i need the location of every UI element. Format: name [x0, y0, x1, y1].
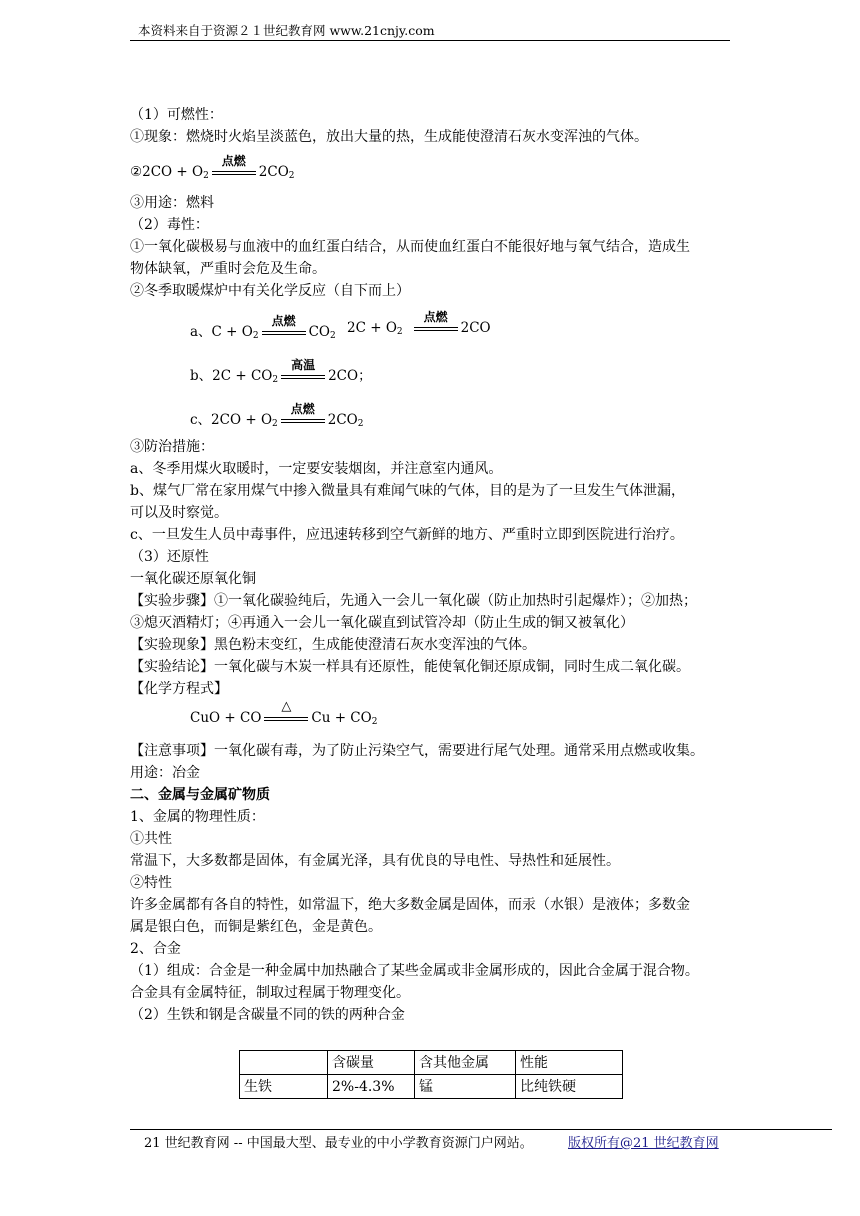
text-line: ③防治措施： — [130, 439, 214, 455]
table-header-row — [240, 1051, 623, 1075]
equation-b: b、$2C + CO_2$ 高温 2CO； — [190, 358, 372, 385]
text-line: 许多金属都有各自的特性，如常温下，绝大多数金属是固体，而汞（水银）是液体；多数金 — [130, 897, 690, 913]
text-line: 可以及时察觉。 — [130, 505, 228, 521]
text-line: 一氧化碳还原氧化铜 — [130, 571, 256, 587]
reaction-arrow: 点燃 — [412, 320, 460, 332]
header-text: 本资料来自于资源２１世纪教育网 www.21cnjy.com — [138, 23, 435, 38]
page-footer — [130, 1129, 832, 1153]
text-line: 用途：冶金 — [130, 765, 200, 781]
text-line: ②冬季取暖煤炉中有关化学反应（自下而上） — [130, 283, 410, 299]
text-line: ①共性 — [130, 831, 172, 847]
table-cell — [240, 1051, 328, 1075]
text-line: 1、金属的物理性质： — [130, 809, 265, 825]
text-line: 【实验结论】一氧化碳与木炭一样具有还原性，能使氧化铜还原成铜，同时生成二氧化碳。 — [130, 659, 690, 675]
text-line: ③用途：燃料 — [130, 195, 214, 211]
text-line: （2）生铁和钢是含碳量不同的铁的两种合金 — [130, 1007, 405, 1023]
text-line: 【化学方程式】 — [130, 681, 228, 697]
text-line: 常温下，大多数都是固体，有金属光泽，具有优良的导电性、导热性和延展性。 — [130, 853, 620, 869]
text-line: c、一旦发生人员中毒事件，应迅速转移到空气新鲜的地方、严重时立即到医院进行治疗。 — [130, 527, 684, 543]
table-cell: 生铁 — [240, 1075, 328, 1099]
equation-a: a、$C + O_2$ 点燃 $CO_2$ $2C + O_2$ 点燃 2CO — [190, 310, 491, 341]
table-cell: 性能 — [516, 1051, 623, 1075]
copyright-link[interactable]: 版权所有@21 世纪教育网 — [568, 1136, 719, 1151]
text-line: a、冬季用煤火取暖时，一定要安装烟囱，并注意室内通风。 — [130, 461, 503, 477]
text-line: 【注意事项】一氧化碳有毒，为了防止污染空气，需要进行尾气处理。通常采用点燃或收集。 — [130, 743, 704, 759]
reaction-arrow: △ — [262, 710, 310, 722]
table-row — [240, 1075, 623, 1099]
text-line: 属是银白色，而铜是紫红色，金是黄色。 — [130, 919, 382, 935]
reaction-arrow: 点燃 — [210, 164, 258, 176]
equation-c: c、$2CO + O_2$ 点燃 $2CO_2$ — [190, 402, 364, 429]
text-line: 物体缺氧，严重时会危及生命。 — [130, 261, 326, 277]
text-line: （3）还原性 — [130, 549, 209, 565]
text-line: ③熄灭酒精灯；④再通入一会儿一氧化碳直到试管冷却（防止生成的铜又被氧化） — [130, 615, 634, 631]
text-line: 合金具有金属特征，制取过程属于物理变化。 — [130, 985, 410, 1001]
iron-steel-table — [239, 1050, 623, 1099]
document-body — [130, 104, 740, 1026]
section-heading: 二、金属与金属矿物质 — [130, 787, 270, 803]
text-line: 【实验现象】黑色粉末变红，生成能使澄清石灰水变浑浊的气体。 — [130, 637, 536, 653]
reaction-arrow: 高温 — [279, 368, 327, 380]
table-cell: 锰 — [415, 1075, 516, 1099]
text-line: ①一氧化碳极易与血液中的血红蛋白结合，从而使血红蛋白不能很好地与氧气结合，造成生 — [130, 239, 690, 255]
reaction-arrow: 点燃 — [279, 412, 327, 424]
table-cell: 比纯铁硬 — [516, 1075, 623, 1099]
table-cell: 含碳量 — [328, 1051, 415, 1075]
footer-text: 21 世纪教育网 -- 中国最大型、最专业的中小学教育资源门户网站。 — [144, 1136, 533, 1151]
reaction-arrow: 点燃 — [260, 324, 308, 336]
text-line: ②特性 — [130, 875, 172, 891]
table-cell: 含其他金属 — [415, 1051, 516, 1075]
text-line: （2）毒性： — [130, 217, 209, 233]
equation-cuo-reduction: CuO + CO △ $Cu + CO_2$ — [190, 699, 378, 727]
text-line: 【实验步骤】①一氧化碳验纯后，先通入一会儿一氧化碳（防止加热时引起爆炸）；②加热； — [130, 593, 697, 609]
text-line: ①现象：燃烧时火焰呈淡蓝色，放出大量的热，生成能使澄清石灰水变浑浊的气体。 — [130, 129, 648, 145]
equation-co-combustion: ②2CO + $O_2$ 点燃 $2CO_2$ — [130, 154, 295, 181]
table-cell: 2%-4.3% — [328, 1075, 415, 1099]
text-line: （1）组成：合金是一种金属中加热融合了某些金属或非金属形成的，因此合金属于混合物。 — [130, 963, 699, 979]
page-header — [130, 22, 730, 41]
text-line: 2、合金 — [130, 941, 181, 957]
text-line: b、煤气厂常在家用煤气中掺入微量具有难闻气味的气体，目的是为了一旦发生气体泄漏， — [130, 483, 685, 499]
text-line: （1）可燃性： — [130, 107, 223, 123]
